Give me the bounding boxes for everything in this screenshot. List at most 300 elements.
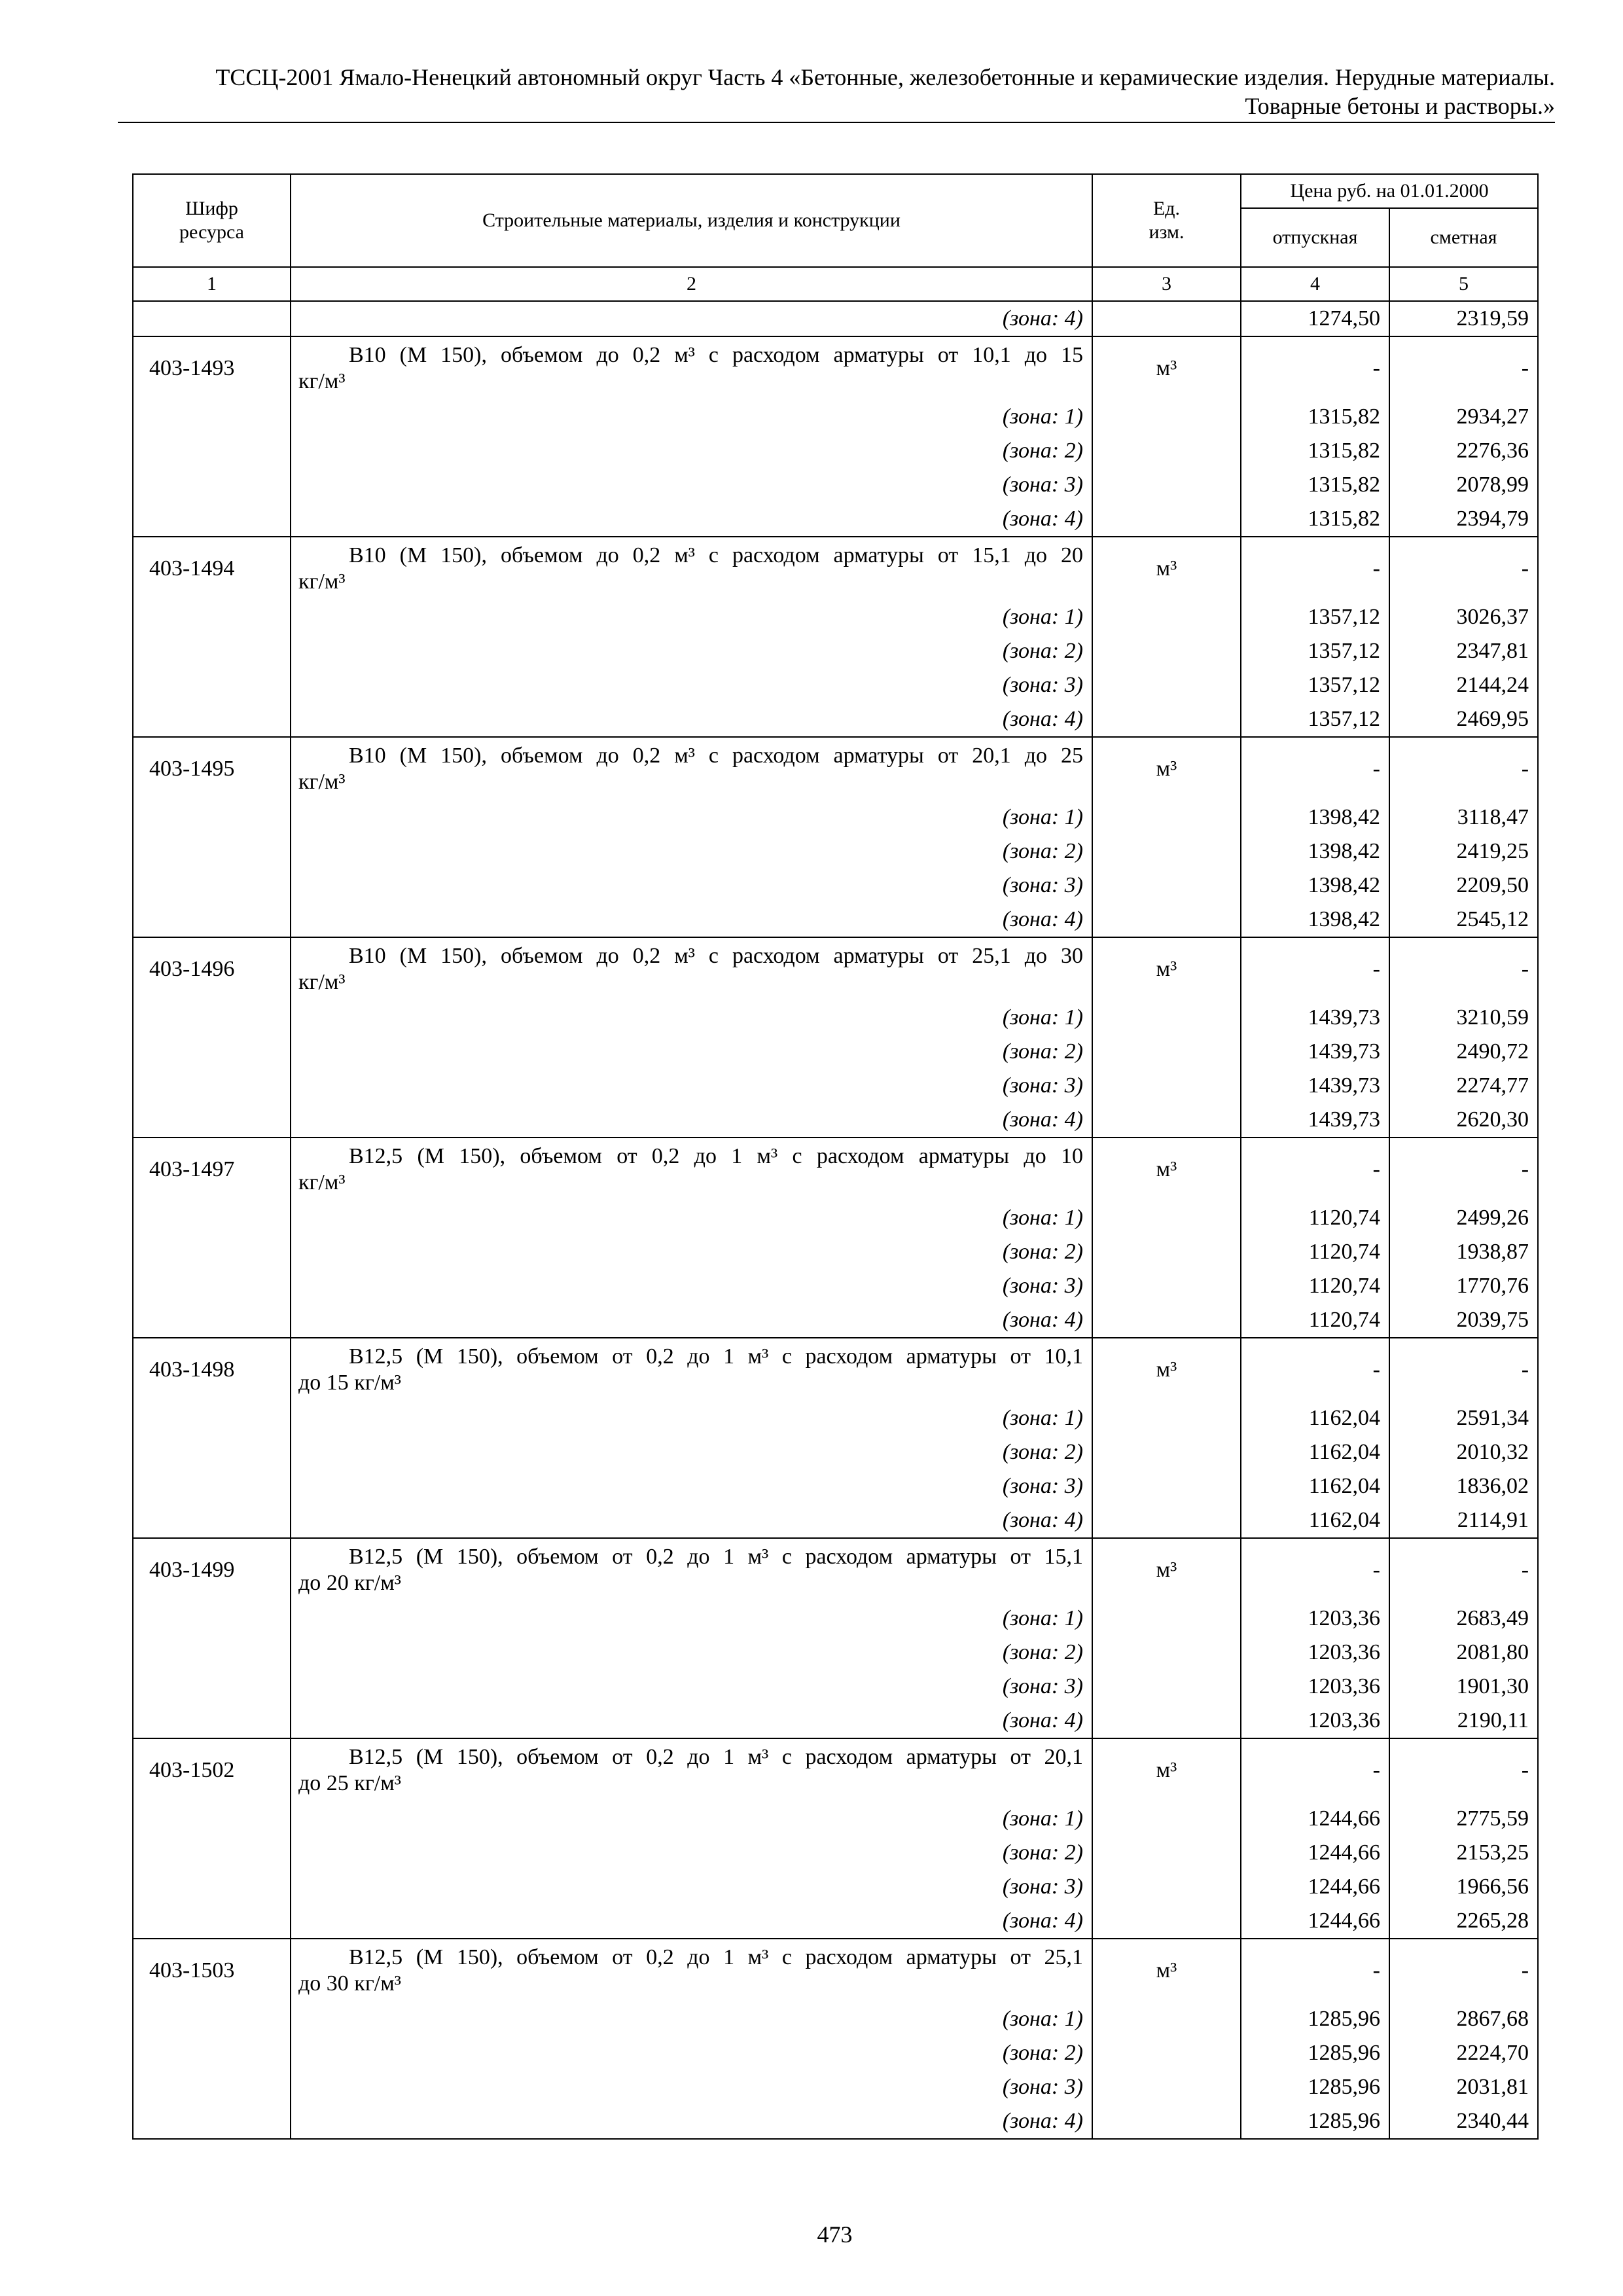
resource-code-cell [133,1435,291,1469]
zone-label: (зона: 4) [291,1103,1092,1138]
material-description-line-1: В10 (М 150), объемом до 0,2 м³ с расходом арматуры от 25,1 до 30 [349,944,1083,968]
zone-label: (зона: 1) [291,1401,1092,1435]
column-number: 5 [1389,267,1538,301]
estimate-price: - [1389,336,1538,400]
unit-cell [1092,1636,1241,1670]
estimate-price: 3118,47 [1389,800,1538,834]
estimate-price: 2039,75 [1389,1303,1538,1338]
estimate-price: 2319,59 [1389,301,1538,336]
release-price: 1244,66 [1241,1802,1389,1836]
unit-cell [1092,1836,1241,1870]
estimate-price: 3210,59 [1389,1001,1538,1035]
unit-cell [1092,1503,1241,1538]
estimate-price: 1836,02 [1389,1469,1538,1503]
estimate-price: 2683,49 [1389,1602,1538,1636]
table-row-zone [133,1069,1538,1103]
unit-of-measure: м³ [1092,1939,1241,2002]
unit-cell [1092,600,1241,634]
zone-label: (зона: 1) [291,1201,1092,1235]
table-header [133,174,1538,301]
release-price: 1120,74 [1241,1269,1389,1303]
release-price: - [1241,1738,1389,1802]
release-price: 1357,12 [1241,702,1389,737]
table-row-zone [133,468,1538,502]
estimate-price: 2224,70 [1389,2036,1538,2070]
resource-code-cell [133,600,291,634]
column-number-row [133,267,1538,301]
material-description-line-1: В12,5 (М 150), объемом от 0,2 до 1 м³ с расходом арматуры от 10,1 [349,1344,1083,1369]
release-price: - [1241,1939,1389,2002]
table-row-item [133,1939,1538,2002]
unit-cell [1092,2070,1241,2104]
column-number: 1 [133,267,291,301]
estimate-price: 2499,26 [1389,1201,1538,1235]
release-price: 1439,73 [1241,1001,1389,1035]
resource-code-cell [133,869,291,903]
material-description [291,937,1092,1001]
resource-code-cell [133,301,291,336]
zone-label: (зона: 1) [291,1802,1092,1836]
estimate-price: - [1389,537,1538,600]
table-row-zone [133,600,1538,634]
table-row-zone [133,1235,1538,1269]
page-number: 473 [817,2221,853,2248]
material-description [291,737,1092,800]
estimate-price: 1966,56 [1389,1870,1538,1904]
estimate-price: 2209,50 [1389,869,1538,903]
release-price: 1398,42 [1241,800,1389,834]
zone-label: (зона: 2) [291,1235,1092,1269]
zone-label: (зона: 2) [291,1435,1092,1469]
resource-code-cell [133,1636,291,1670]
release-price: 1244,66 [1241,1836,1389,1870]
table-row-zone [133,1802,1538,1836]
release-price: 1244,66 [1241,1904,1389,1939]
column-header-release-price: отпускная [1241,208,1389,267]
material-description-line-1: В12,5 (М 150), объемом от 0,2 до 1 м³ с расходом арматуры до 10 [349,1144,1083,1168]
resource-code-cell [133,400,291,434]
table-row-zone [133,1469,1538,1503]
unit-of-measure: м³ [1092,1138,1241,1201]
table-row-item [133,537,1538,600]
unit-cell [1092,2104,1241,2139]
table-row-item [133,1138,1538,1201]
release-price: - [1241,737,1389,800]
unit-cell [1092,2036,1241,2070]
column-header-code-line-2: ресурса [179,221,244,243]
table-row-zone [133,502,1538,537]
zone-label: (зона: 3) [291,869,1092,903]
estimate-price: 2144,24 [1389,668,1538,702]
resource-code-cell [133,1870,291,1904]
resource-code-cell [133,834,291,869]
zone-label: (зона: 3) [291,1269,1092,1303]
resource-code-cell [133,2036,291,2070]
resource-code: 403-1499 [133,1538,291,1602]
unit-cell [1092,468,1241,502]
resource-code-cell [133,468,291,502]
estimate-price: 2081,80 [1389,1636,1538,1670]
table-row-zone [133,800,1538,834]
unit-cell [1092,1670,1241,1704]
zone-label: (зона: 2) [291,1636,1092,1670]
release-price: 1162,04 [1241,1469,1389,1503]
material-description-line-2: до 30 кг/м³ [298,1971,401,1996]
zone-label: (зона: 2) [291,1035,1092,1069]
material-description-line-1: В10 (М 150), объемом до 0,2 м³ с расходом арматуры от 15,1 до 20 [349,543,1083,567]
zone-label: (зона: 4) [291,1904,1092,1939]
table-row-zone [133,1636,1538,1670]
unit-cell [1092,668,1241,702]
unit-cell [1092,834,1241,869]
resource-code-cell [133,2002,291,2036]
unit-cell [1092,301,1241,336]
unit-cell [1092,1069,1241,1103]
resource-code-cell [133,634,291,668]
estimate-price: - [1389,737,1538,800]
estimate-price: - [1389,1338,1538,1401]
resource-code: 403-1497 [133,1138,291,1201]
estimate-price: 3026,37 [1389,600,1538,634]
table-row-zone [133,1303,1538,1338]
resource-code-cell [133,1069,291,1103]
material-description [291,1138,1092,1201]
unit-cell [1092,702,1241,737]
table-row-zone [133,903,1538,937]
table-row-zone [133,1704,1538,1738]
release-price: 1244,66 [1241,1870,1389,1904]
release-price: 1285,96 [1241,2002,1389,2036]
header-row-1 [133,174,1538,208]
resource-code-cell [133,1235,291,1269]
column-header-code [133,174,291,267]
release-price: 1439,73 [1241,1035,1389,1069]
unit-cell [1092,1001,1241,1035]
release-price: 1120,74 [1241,1303,1389,1338]
material-description-line-1: В10 (М 150), объемом до 0,2 м³ с расходом арматуры от 20,1 до 25 [349,744,1083,768]
column-header-unit [1092,174,1241,267]
table-row-zone [133,1001,1538,1035]
material-description-line-2: кг/м³ [298,1170,346,1194]
release-price: - [1241,1338,1389,1401]
unit-of-measure: м³ [1092,537,1241,600]
table-row-zone [133,702,1538,737]
zone-label: (зона: 4) [291,903,1092,937]
table-row-zone [133,1904,1538,1939]
material-description-line-2: до 20 кг/м³ [298,1571,401,1595]
unit-cell [1092,1602,1241,1636]
release-price: 1357,12 [1241,668,1389,702]
zone-label: (зона: 3) [291,668,1092,702]
table-row-zone [133,301,1538,336]
table-row-zone [133,634,1538,668]
unit-cell [1092,1904,1241,1939]
estimate-price: 2078,99 [1389,468,1538,502]
estimate-price: 2545,12 [1389,903,1538,937]
zone-label: (зона: 3) [291,2070,1092,2104]
release-price: 1315,82 [1241,400,1389,434]
release-price: 1315,82 [1241,502,1389,537]
zone-label: (зона: 2) [291,834,1092,869]
estimate-price: 2347,81 [1389,634,1538,668]
estimate-price: 2114,91 [1389,1503,1538,1538]
zone-label: (зона: 1) [291,1001,1092,1035]
zone-label: (зона: 3) [291,1069,1092,1103]
table-row-zone [133,2036,1538,2070]
unit-of-measure: м³ [1092,1538,1241,1602]
estimate-price: 2469,95 [1389,702,1538,737]
material-description [291,1338,1092,1401]
release-price: 1162,04 [1241,1503,1389,1538]
table-row-zone [133,1836,1538,1870]
material-description-line-2: кг/м³ [298,569,346,594]
estimate-price: 2190,11 [1389,1704,1538,1738]
release-price: 1120,74 [1241,1201,1389,1235]
unit-cell [1092,1401,1241,1435]
estimate-price: - [1389,1738,1538,1802]
unit-cell [1092,1802,1241,1836]
release-price: 1285,96 [1241,2070,1389,2104]
table-body [133,301,1538,2139]
release-price: 1439,73 [1241,1103,1389,1138]
table-row-zone [133,1401,1538,1435]
resource-code: 403-1495 [133,737,291,800]
resource-code-cell [133,1904,291,1939]
estimate-price: 2620,30 [1389,1103,1538,1138]
estimate-price: - [1389,1939,1538,2002]
resource-code-cell [133,1269,291,1303]
resource-code-cell [133,502,291,537]
table-row-zone [133,1435,1538,1469]
material-description [291,537,1092,600]
estimate-price: 2775,59 [1389,1802,1538,1836]
estimate-price: 2340,44 [1389,2104,1538,2139]
table-row-zone [133,2070,1538,2104]
unit-cell [1092,502,1241,537]
column-header-materials: Строительные материалы, изделия и конструкции [291,174,1092,267]
zone-label: (зона: 4) [291,2104,1092,2139]
zone-label: (зона: 4) [291,502,1092,537]
resource-code-cell [133,434,291,468]
table-row-item [133,737,1538,800]
unit-of-measure: м³ [1092,1338,1241,1401]
unit-cell [1092,1303,1241,1338]
estimate-price: 2153,25 [1389,1836,1538,1870]
release-price: 1162,04 [1241,1435,1389,1469]
column-number: 3 [1092,267,1241,301]
material-description-line-2: кг/м³ [298,369,346,393]
material-description [291,336,1092,400]
unit-cell [1092,1469,1241,1503]
table-row-item [133,1538,1538,1602]
table-row-zone [133,400,1538,434]
release-price: - [1241,537,1389,600]
release-price: - [1241,1138,1389,1201]
price-table [132,173,1539,2140]
resource-code-cell [133,1503,291,1538]
estimate-price: 2490,72 [1389,1035,1538,1069]
estimate-price: 1901,30 [1389,1670,1538,1704]
unit-cell [1092,800,1241,834]
table-row-item [133,1338,1538,1401]
unit-of-measure: м³ [1092,937,1241,1001]
zone-label: (зона: 2) [291,434,1092,468]
material-description-line-1: В12,5 (М 150), объемом от 0,2 до 1 м³ с расходом арматуры от 25,1 [349,1945,1083,1969]
estimate-price: 1938,87 [1389,1235,1538,1269]
material-description [291,1538,1092,1602]
unit-cell [1092,1201,1241,1235]
release-price: 1398,42 [1241,903,1389,937]
resource-code-cell [133,1103,291,1138]
estimate-price: 2591,34 [1389,1401,1538,1435]
table-row-zone [133,1602,1538,1636]
estimate-price: - [1389,1138,1538,1201]
unit-cell [1092,1704,1241,1738]
release-price: 1120,74 [1241,1235,1389,1269]
estimate-price: 2394,79 [1389,502,1538,537]
unit-cell [1092,634,1241,668]
estimate-price: 1770,76 [1389,1269,1538,1303]
estimate-price: 2010,32 [1389,1435,1538,1469]
resource-code: 403-1496 [133,937,291,1001]
column-number: 4 [1241,267,1389,301]
table-row-zone [133,1670,1538,1704]
resource-code-cell [133,800,291,834]
unit-cell [1092,1103,1241,1138]
table-row-zone [133,1503,1538,1538]
zone-label: (зона: 1) [291,2002,1092,2036]
table-row-zone [133,834,1538,869]
release-price: 1439,73 [1241,1069,1389,1103]
release-price: 1357,12 [1241,634,1389,668]
unit-of-measure: м³ [1092,737,1241,800]
zone-label: (зона: 4) [291,1503,1092,1538]
resource-code-cell [133,1303,291,1338]
zone-label: (зона: 2) [291,1836,1092,1870]
running-header-line-2: Товарные бетоны и растворы.» [1245,93,1555,119]
material-description-line-2: кг/м³ [298,970,346,994]
resource-code-cell [133,702,291,737]
resource-code: 403-1503 [133,1939,291,2002]
resource-code-cell [133,1401,291,1435]
table-row-zone [133,1035,1538,1069]
release-price: 1398,42 [1241,834,1389,869]
material-description-line-1: В12,5 (М 150), объемом от 0,2 до 1 м³ с расходом арматуры от 15,1 [349,1545,1083,1569]
document-running-header [118,63,1555,120]
material-description [291,1738,1092,1802]
release-price: 1315,82 [1241,434,1389,468]
resource-code-cell [133,2070,291,2104]
material-description-line-2: до 25 кг/м³ [298,1771,401,1795]
material-description [291,1939,1092,2002]
table-row-zone [133,434,1538,468]
zone-label: (зона: 2) [291,634,1092,668]
unit-cell [1092,1870,1241,1904]
estimate-price: - [1389,1538,1538,1602]
release-price: - [1241,1538,1389,1602]
estimate-price: 2934,27 [1389,400,1538,434]
resource-code-cell [133,903,291,937]
unit-cell [1092,1269,1241,1303]
release-price: - [1241,937,1389,1001]
column-header-estimate-price: сметная [1389,208,1538,267]
resource-code-cell [133,1802,291,1836]
column-header-price: Цена руб. на 01.01.2000 [1241,174,1538,208]
release-price: 1203,36 [1241,1670,1389,1704]
table-row-item [133,937,1538,1001]
material-description-line-2: до 15 кг/м³ [298,1371,401,1395]
table-row-zone [133,1870,1538,1904]
release-price: 1398,42 [1241,869,1389,903]
resource-code: 403-1493 [133,336,291,400]
release-price: 1203,36 [1241,1704,1389,1738]
column-header-code-line-1: Шифр [185,198,238,219]
unit-cell [1092,1035,1241,1069]
header-rule [118,122,1555,123]
unit-cell [1092,2002,1241,2036]
release-price: 1162,04 [1241,1401,1389,1435]
table-row-zone [133,869,1538,903]
zone-label: (зона: 1) [291,600,1092,634]
zone-label: (зона: 3) [291,1870,1092,1904]
estimate-price: 2419,25 [1389,834,1538,869]
estimate-price: - [1389,937,1538,1001]
table-row-zone [133,1201,1538,1235]
release-price: 1357,12 [1241,600,1389,634]
zone-label: (зона: 3) [291,468,1092,502]
release-price: 1274,50 [1241,301,1389,336]
unit-cell [1092,903,1241,937]
estimate-price: 2274,77 [1389,1069,1538,1103]
estimate-price: 2276,36 [1389,434,1538,468]
column-header-unit-line-2: изм. [1149,221,1185,243]
unit-cell [1092,434,1241,468]
resource-code-cell [133,668,291,702]
release-price: - [1241,336,1389,400]
column-number: 2 [291,267,1092,301]
estimate-price: 2867,68 [1389,2002,1538,2036]
unit-of-measure: м³ [1092,336,1241,400]
running-header-line-1: ТССЦ-2001 Ямало-Ненецкий автономный округ Часть 4 «Бетонные, железобетонные и керамические изделия. Нерудные материалы. [215,64,1555,90]
resource-code-cell [133,1670,291,1704]
table-row-item [133,1738,1538,1802]
zone-label: (зона: 1) [291,400,1092,434]
material-description-line-1: В10 (М 150), объемом до 0,2 м³ с расходом арматуры от 10,1 до 15 [349,343,1083,367]
resource-code-cell [133,1836,291,1870]
material-description-line-1: В12,5 (М 150), объемом от 0,2 до 1 м³ с расходом арматуры от 20,1 [349,1745,1083,1769]
resource-code: 403-1494 [133,537,291,600]
estimate-price: 2031,81 [1389,2070,1538,2104]
table-row-zone [133,2104,1538,2139]
resource-code-cell [133,1035,291,1069]
zone-label: (зона: 3) [291,1670,1092,1704]
unit-cell [1092,869,1241,903]
zone-label: (зона: 2) [291,2036,1092,2070]
resource-code: 403-1502 [133,1738,291,1802]
zone-label: (зона: 3) [291,1469,1092,1503]
resource-code-cell [133,1602,291,1636]
resource-code-cell [133,1201,291,1235]
release-price: 1285,96 [1241,2104,1389,2139]
resource-code-cell [133,1469,291,1503]
release-price: 1203,36 [1241,1602,1389,1636]
resource-code: 403-1498 [133,1338,291,1401]
resource-code-cell [133,1001,291,1035]
table-row-item [133,336,1538,400]
unit-cell [1092,400,1241,434]
zone-label: (зона: 4) [291,301,1092,336]
release-price: 1315,82 [1241,468,1389,502]
